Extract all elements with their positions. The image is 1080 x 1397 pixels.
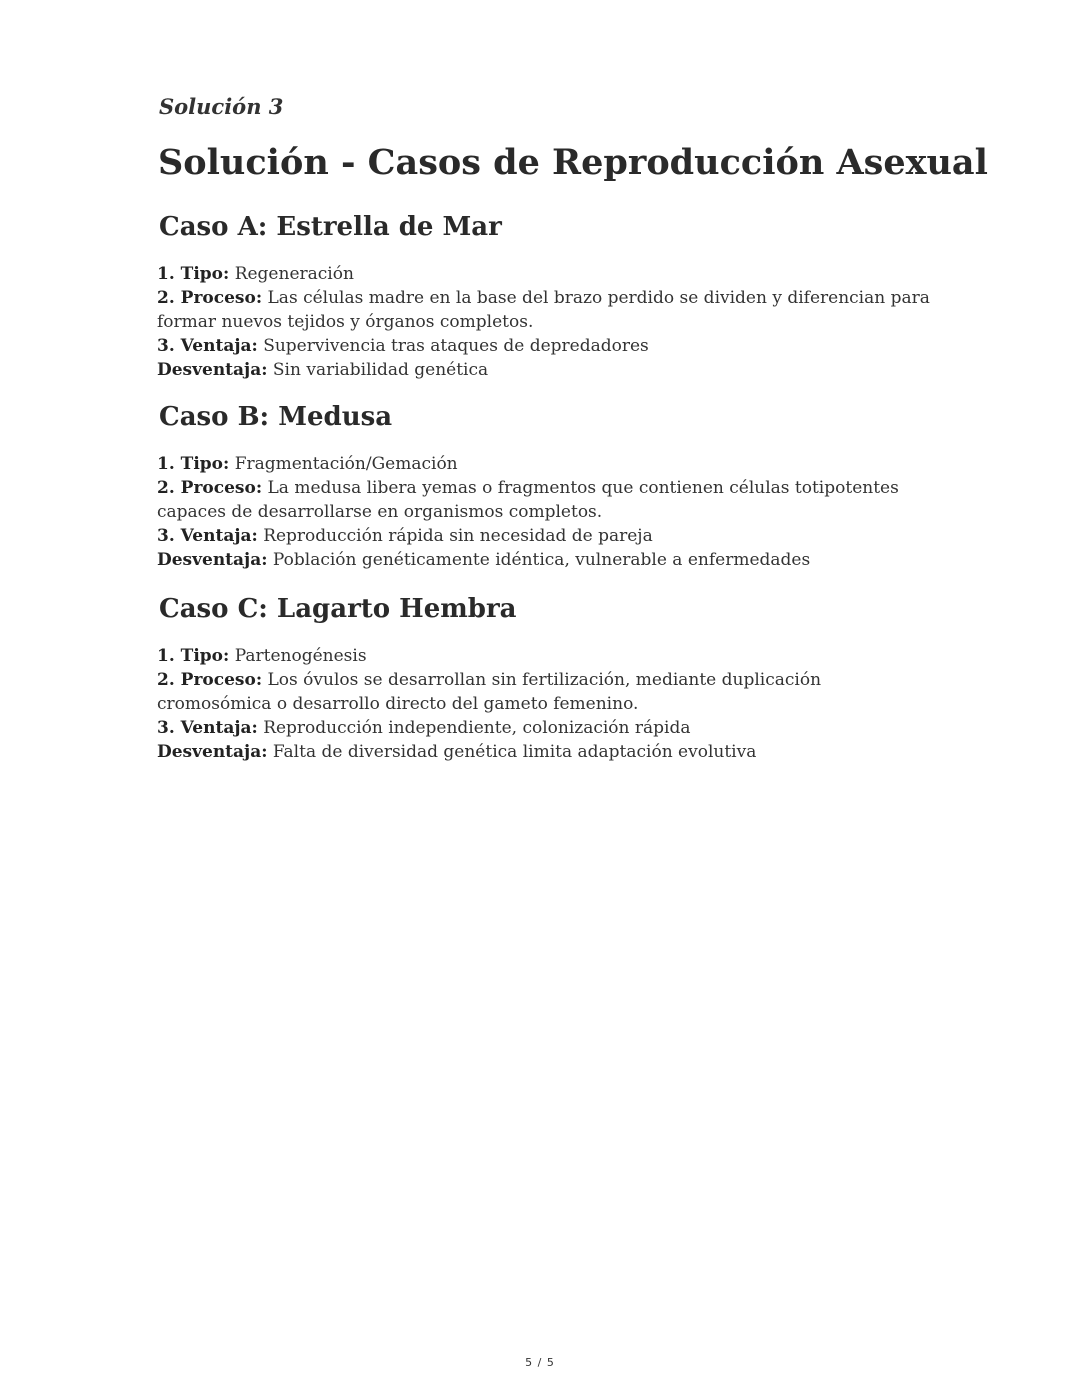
ventaja-label: 3. Ventaja: [157,336,258,356]
case-b-tipo [157,452,937,476]
case-c-desventaja [157,740,937,764]
case-b-proceso [157,476,937,524]
tipo-label: 1. Tipo: [157,264,230,284]
proceso-value: Las células madre en la base del brazo perdido se dividen y diferencian para formar nuevos tejidos y órganos completos. [157,288,930,332]
case-c-tipo [157,644,937,668]
case-b-ventaja [157,524,937,548]
desventaja-value: Población genéticamente idéntica, vulnerable a enfermedades [272,550,811,570]
desventaja-value: Sin variabilidad genética [272,360,489,380]
case-a-body [157,262,937,382]
case-b-section [157,400,937,572]
proceso-label: 2. Proceso: [157,478,263,498]
case-c-heading: Caso C: Lagarto Hembra [159,594,517,624]
solution-label: Solución 3 [159,94,284,119]
desventaja-label: Desventaja: [157,742,268,762]
tipo-label: 1. Tipo: [157,454,230,474]
proceso-value: Los óvulos se desarrollan sin fertilización, mediante duplicación cromosómica o desarrollo directo del gameto femenino. [157,670,822,714]
case-b-body [157,452,937,572]
tipo-value: Fragmentación/Gemación [234,454,458,474]
case-c-body [157,644,937,764]
ventaja-value: Supervivencia tras ataques de depredadores [263,336,649,356]
ventaja-label: 3. Ventaja: [157,526,258,546]
case-a-section [157,210,937,382]
ventaja-value: Reproducción rápida sin necesidad de pareja [263,526,653,546]
case-a-ventaja [157,334,937,358]
case-c-ventaja [157,716,937,740]
tipo-label: 1. Tipo: [157,646,230,666]
case-b-heading: Caso B: Medusa [159,402,393,432]
tipo-value: Regeneración [234,264,354,284]
case-a-proceso [157,286,937,334]
ventaja-label: 3. Ventaja: [157,718,258,738]
proceso-label: 2. Proceso: [157,670,263,690]
page-number: 5 / 5 [525,1356,555,1369]
case-b-desventaja [157,548,937,572]
tipo-value: Partenogénesis [234,646,367,666]
case-c-proceso [157,668,937,716]
case-a-heading: Caso A: Estrella de Mar [159,212,502,242]
desventaja-label: Desventaja: [157,550,268,570]
desventaja-label: Desventaja: [157,360,268,380]
ventaja-value: Reproducción independiente, colonización rápida [263,718,691,738]
page-title: Solución - Casos de Reproducción Asexual [158,142,988,183]
proceso-label: 2. Proceso: [157,288,263,308]
case-a-desventaja [157,358,937,382]
proceso-value: La medusa libera yemas o fragmentos que contienen células totipotentes capaces de desarrollarse en organismos completos. [157,478,899,522]
case-c-section [157,592,937,764]
case-a-tipo [157,262,937,286]
desventaja-value: Falta de diversidad genética limita adaptación evolutiva [272,742,757,762]
